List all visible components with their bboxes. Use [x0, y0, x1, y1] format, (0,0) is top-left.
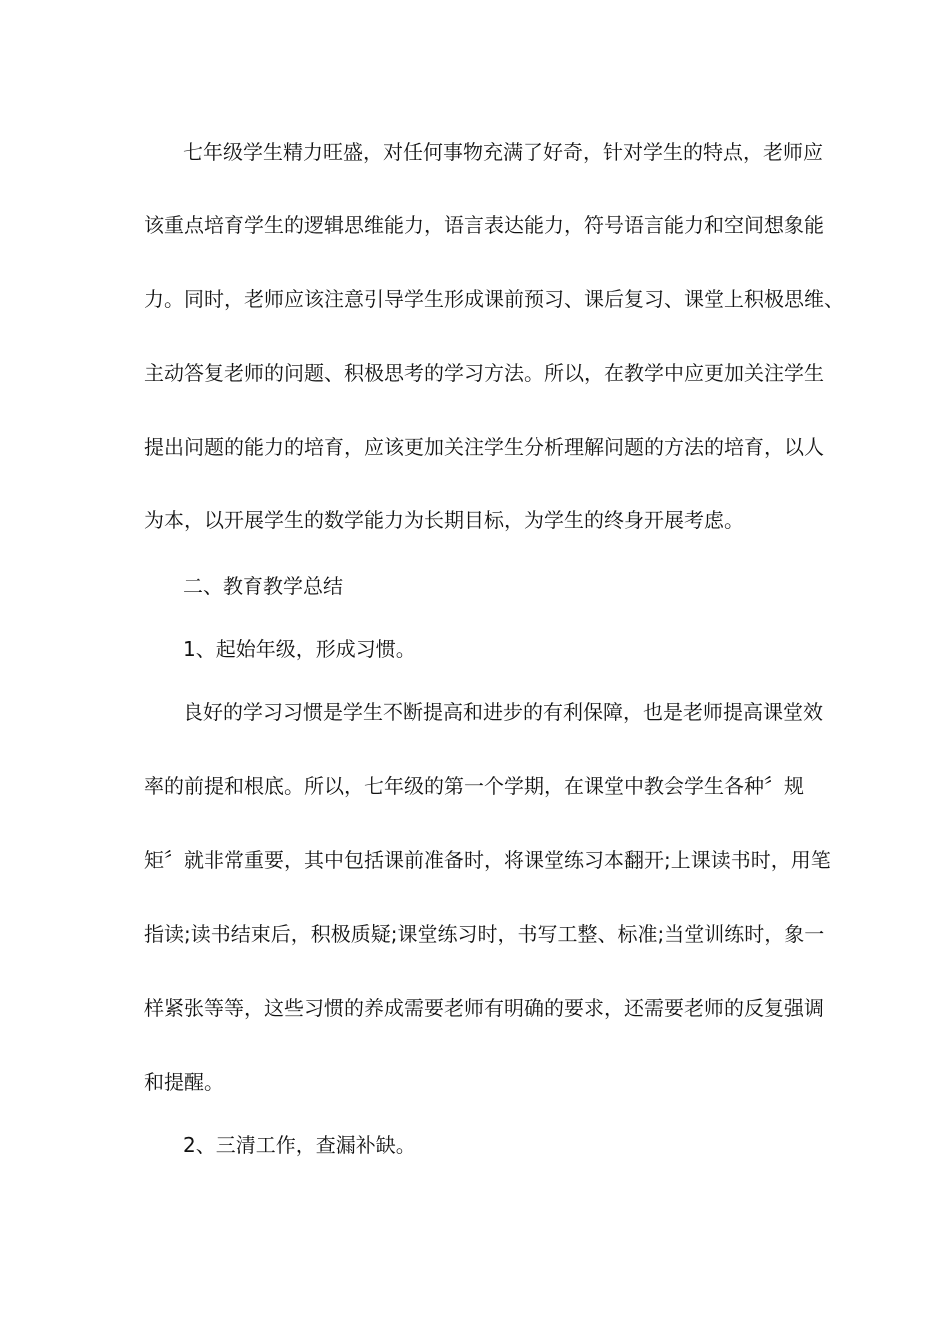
paragraph-line: 样紧张等等，这些习惯的养成需要老师有明确的要求，还需要老师的反复强调 — [144, 996, 824, 1020]
paragraph-line: 率的前提和根底。所以，七年级的第一个学期，在课堂中教会学生各种〞规 — [144, 774, 804, 798]
paragraph-line: 为本，以开展学生的数学能力为长期目标，为学生的终身开展考虑。 — [144, 508, 744, 532]
paragraph-line: 主动答复老师的问题、积极思考的学习方法。所以，在教学中应更加关注学生 — [144, 361, 824, 385]
subsection-heading: 2、三清工作，查漏补缺。 — [183, 1133, 416, 1157]
paragraph-line: 矩〞就非常重要，其中包括课前准备时，将课堂练习本翻开;上课读书时，用笔 — [144, 848, 831, 872]
paragraph-line: 良好的学习习惯是学生不断提高和进步的有利保障，也是老师提高课堂效 — [183, 700, 823, 724]
section-heading: 二、教育教学总结 — [183, 574, 343, 598]
paragraph-line: 提出问题的能力的培育，应该更加关注学生分析理解问题的方法的培育，以人 — [144, 435, 824, 459]
paragraph-line: 指读;读书结束后，积极质疑;课堂练习时，书写工整、标准;当堂训练时，象一 — [144, 922, 825, 946]
paragraph-line: 七年级学生精力旺盛，对任何事物充满了好奇，针对学生的特点，老师应 — [183, 140, 823, 164]
paragraph-line: 该重点培育学生的逻辑思维能力，语言表达能力，符号语言能力和空间想象能 — [144, 213, 824, 237]
paragraph-line: 和提醒。 — [144, 1070, 224, 1094]
subsection-heading: 1、起始年级，形成习惯。 — [183, 637, 416, 661]
paragraph-line: 力。同时，老师应该注意引导学生形成课前预习、课后复习、课堂上积极思维、 — [144, 287, 844, 311]
